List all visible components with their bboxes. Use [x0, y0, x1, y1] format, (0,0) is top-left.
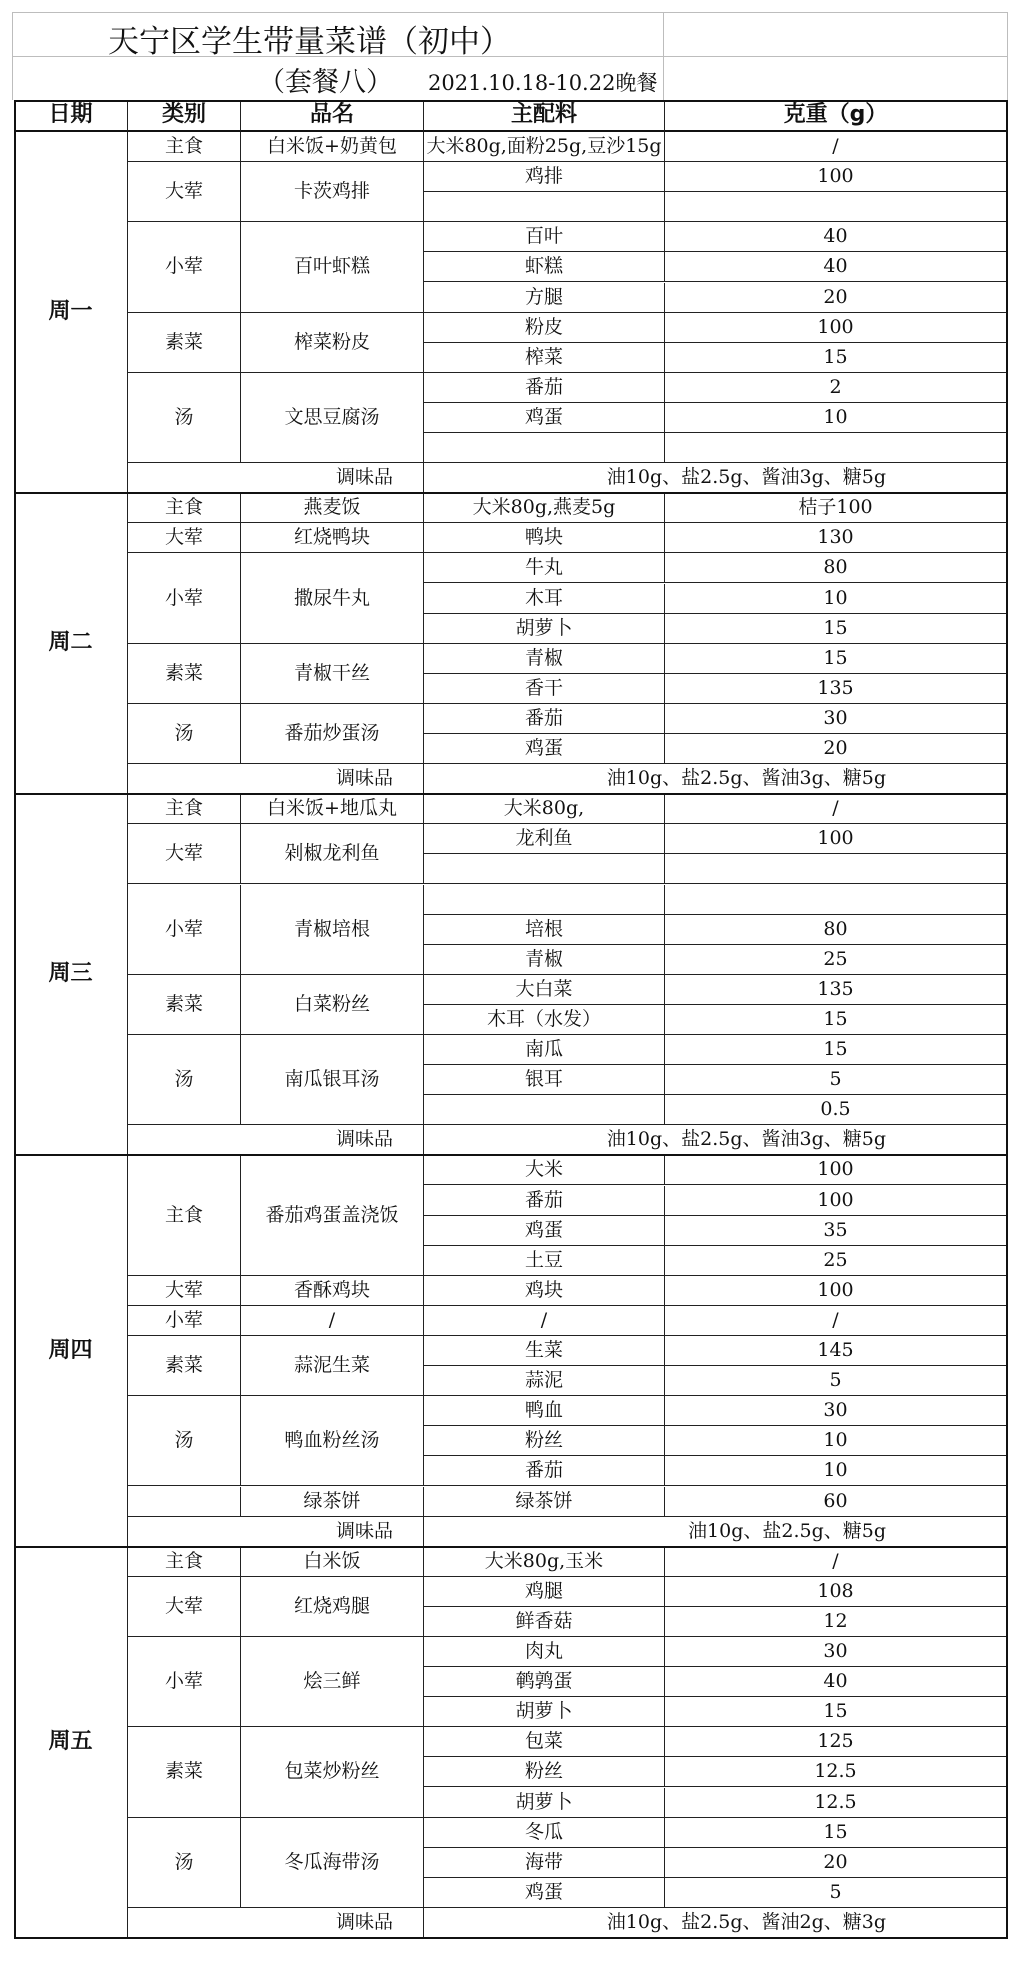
day-label: 周二	[14, 493, 128, 794]
ingredient-cell: 生菜	[424, 1336, 665, 1366]
ingredient-cell: 番茄	[424, 704, 665, 734]
dish-name-cell: 番茄鸡蛋盖浇饭	[241, 1155, 424, 1275]
weight-cell: 15	[665, 1697, 1007, 1727]
weight-cell: 30	[665, 1396, 1007, 1426]
weight-cell: 0.5	[665, 1095, 1007, 1125]
seasoning-value: 油10g、盐2.5g、酱油2g、糖3g	[424, 1908, 1007, 1938]
weight-cell: 10	[665, 1426, 1007, 1456]
weight-cell: 30	[665, 1637, 1007, 1667]
weight-cell: 15	[665, 1035, 1007, 1065]
weight-cell: /	[665, 1547, 1007, 1577]
ingredient-cell: 木耳	[424, 584, 665, 614]
seasoning-label: 调味品	[128, 1908, 424, 1938]
weight-cell: 60	[665, 1487, 1007, 1517]
category-cell: 小荤	[128, 222, 241, 312]
weight-cell: 100	[665, 162, 1007, 192]
weight-cell	[665, 885, 1007, 915]
ingredient-cell: 鹌鹑蛋	[424, 1667, 665, 1697]
ingredient-cell: 香干	[424, 674, 665, 704]
category-cell: 汤	[128, 1396, 241, 1486]
ingredient-cell: 大白菜	[424, 975, 665, 1005]
header-category: 类别	[128, 100, 241, 132]
dish-name-cell: 包菜炒粉丝	[241, 1727, 424, 1817]
dish-name-cell: 红烧鸡腿	[241, 1577, 424, 1637]
weight-cell: 40	[665, 1667, 1007, 1697]
day-label: 周三	[14, 794, 128, 1155]
ingredient-cell: 鸡块	[424, 1276, 665, 1306]
dish-name-cell: 百叶虾糕	[241, 222, 424, 312]
dish-name-cell: 香酥鸡块	[241, 1276, 424, 1306]
ingredient-cell: 粉皮	[424, 313, 665, 343]
category-cell: 小荤	[128, 1637, 241, 1727]
category-cell: 大荤	[128, 523, 241, 553]
ingredient-cell: 粉丝	[424, 1426, 665, 1456]
category-cell: 大荤	[128, 162, 241, 222]
category-cell: 小荤	[128, 1306, 241, 1336]
ingredient-cell: 南瓜	[424, 1035, 665, 1065]
ingredient-cell: 大米80g,玉米	[424, 1547, 665, 1577]
ingredient-cell: 大米	[424, 1155, 665, 1185]
ingredient-cell: 鸡排	[424, 162, 665, 192]
dish-name-cell: /	[241, 1306, 424, 1336]
day-separator	[14, 1154, 1007, 1156]
ingredient-cell: 鲜香菇	[424, 1607, 665, 1637]
ingredient-cell: 牛丸	[424, 553, 665, 583]
ingredient-cell: 鸭血	[424, 1396, 665, 1426]
header-date: 日期	[14, 100, 128, 132]
category-cell: 小荤	[128, 553, 241, 643]
category-cell: 素菜	[128, 1727, 241, 1817]
category-cell: 素菜	[128, 1336, 241, 1396]
seasoning-value: 油10g、盐2.5g、糖5g	[424, 1517, 1007, 1547]
ingredient-cell: 木耳（水发）	[424, 1005, 665, 1035]
ingredient-cell	[424, 192, 665, 222]
ingredient-cell: 粉丝	[424, 1757, 665, 1787]
weight-cell: /	[665, 794, 1007, 824]
dish-name-cell: 冬瓜海带汤	[241, 1818, 424, 1908]
weight-cell: 12	[665, 1607, 1007, 1637]
category-cell: 汤	[128, 373, 241, 463]
ingredient-cell: 胡萝卜	[424, 1788, 665, 1818]
weight-cell: 20	[665, 283, 1007, 313]
weight-cell: 100	[665, 1276, 1007, 1306]
ingredient-cell: 鸭块	[424, 523, 665, 553]
ingredient-cell: 鸡蛋	[424, 734, 665, 764]
weight-cell: 30	[665, 704, 1007, 734]
dish-name-cell: 剁椒龙利鱼	[241, 824, 424, 884]
category-cell: 汤	[128, 1035, 241, 1125]
weight-cell: 40	[665, 222, 1007, 252]
page-title: 天宁区学生带量菜谱（初中）	[108, 24, 511, 60]
weight-cell: 40	[665, 252, 1007, 282]
ingredient-cell: 蒜泥	[424, 1366, 665, 1396]
weight-cell: 108	[665, 1577, 1007, 1607]
weight-cell: 10	[665, 584, 1007, 614]
day-label: 周四	[14, 1155, 128, 1546]
weight-cell: 100	[665, 1186, 1007, 1216]
category-cell: 主食	[128, 1547, 241, 1577]
dish-name-cell: 燕麦饭	[241, 493, 424, 523]
weight-cell: 15	[665, 614, 1007, 644]
ingredient-cell: 鸡蛋	[424, 1878, 665, 1908]
dish-name-cell: 卡茨鸡排	[241, 162, 424, 222]
dish-name-cell: 烩三鲜	[241, 1637, 424, 1727]
weight-cell: /	[665, 1306, 1007, 1336]
category-cell: 小荤	[128, 885, 241, 975]
dish-name-cell: 南瓜银耳汤	[241, 1035, 424, 1125]
weight-cell	[665, 192, 1007, 222]
seasoning-value: 油10g、盐2.5g、酱油3g、糖5g	[424, 463, 1007, 493]
seasoning-label: 调味品	[128, 463, 424, 493]
weight-cell	[665, 433, 1007, 463]
weight-cell: 100	[665, 1155, 1007, 1185]
ingredient-cell: 大米80g,面粉25g,豆沙15g	[424, 132, 665, 162]
ingredient-cell: 番茄	[424, 373, 665, 403]
dish-name-cell: 白米饭+奶黄包	[241, 132, 424, 162]
day-separator	[14, 492, 1007, 494]
weight-cell: 100	[665, 824, 1007, 854]
ingredient-cell: 百叶	[424, 222, 665, 252]
weight-cell: 130	[665, 523, 1007, 553]
ingredient-cell	[424, 1095, 665, 1125]
dish-name-cell: 白米饭	[241, 1547, 424, 1577]
weight-cell: 10	[665, 403, 1007, 433]
weight-cell: 2	[665, 373, 1007, 403]
category-cell: 大荤	[128, 1577, 241, 1637]
weight-cell: 桔子100	[665, 493, 1007, 523]
weight-cell: 25	[665, 1246, 1007, 1276]
category-cell: 素菜	[128, 975, 241, 1035]
weight-cell: 35	[665, 1216, 1007, 1246]
ingredient-cell: 银耳	[424, 1065, 665, 1095]
ingredient-cell: 番茄	[424, 1186, 665, 1216]
category-cell: 素菜	[128, 313, 241, 373]
day-separator	[14, 1546, 1007, 1548]
ingredient-cell: 胡萝卜	[424, 1697, 665, 1727]
ingredient-cell	[424, 433, 665, 463]
category-cell: 主食	[128, 794, 241, 824]
weight-cell: 145	[665, 1336, 1007, 1366]
dish-name-cell: 撒尿牛丸	[241, 553, 424, 643]
dish-name-cell: 白米饭+地瓜丸	[241, 794, 424, 824]
weight-cell: 15	[665, 644, 1007, 674]
weight-cell: 80	[665, 915, 1007, 945]
ingredient-cell: 鸡腿	[424, 1577, 665, 1607]
day-label: 周一	[14, 132, 128, 493]
header-weight: 克重（g）	[665, 100, 1007, 132]
category-cell: 主食	[128, 1155, 241, 1275]
seasoning-label: 调味品	[128, 1517, 424, 1547]
day-label: 周五	[14, 1547, 128, 1938]
dish-name-cell: 蒜泥生菜	[241, 1336, 424, 1396]
ingredient-cell: 肉丸	[424, 1637, 665, 1667]
weight-cell: 15	[665, 1818, 1007, 1848]
dish-name-cell: 红烧鸭块	[241, 523, 424, 553]
ingredient-cell: 虾糕	[424, 252, 665, 282]
category-cell: 大荤	[128, 1276, 241, 1306]
category-cell: 主食	[128, 493, 241, 523]
header-dish: 品名	[241, 100, 424, 132]
ingredient-cell: 大米80g,燕麦5g	[424, 493, 665, 523]
seasoning-label: 调味品	[128, 764, 424, 794]
day-separator	[14, 793, 1007, 795]
ingredient-cell: 番茄	[424, 1456, 665, 1486]
dish-name-cell: 榨菜粉皮	[241, 313, 424, 373]
ingredient-cell: 鸡蛋	[424, 1216, 665, 1246]
category-cell: 大荤	[128, 824, 241, 884]
weight-cell: 15	[665, 343, 1007, 373]
dish-name-cell: 青椒干丝	[241, 644, 424, 704]
ingredient-cell: 方腿	[424, 283, 665, 313]
ingredient-cell	[424, 885, 665, 915]
dish-name-cell: 白菜粉丝	[241, 975, 424, 1035]
weight-cell: /	[665, 132, 1007, 162]
ingredient-cell	[424, 854, 665, 884]
weight-cell: 12.5	[665, 1788, 1007, 1818]
ingredient-cell: 绿茶饼	[424, 1487, 665, 1517]
weight-cell: 5	[665, 1065, 1007, 1095]
dish-name-cell: 鸭血粉丝汤	[241, 1396, 424, 1486]
date-range: 2021.10.18-10.22晚餐	[428, 71, 658, 95]
weight-cell: 10	[665, 1456, 1007, 1486]
category-cell: 汤	[128, 1818, 241, 1908]
weight-cell: 135	[665, 674, 1007, 704]
seasoning-value: 油10g、盐2.5g、酱油3g、糖5g	[424, 764, 1007, 794]
weight-cell: 5	[665, 1366, 1007, 1396]
weight-cell: 12.5	[665, 1757, 1007, 1787]
seasoning-value: 油10g、盐2.5g、酱油3g、糖5g	[424, 1125, 1007, 1155]
weight-cell	[665, 854, 1007, 884]
category-cell	[128, 1487, 241, 1517]
ingredient-cell: 冬瓜	[424, 1818, 665, 1848]
weight-cell: 80	[665, 553, 1007, 583]
ingredient-cell: /	[424, 1306, 665, 1336]
category-cell: 素菜	[128, 644, 241, 704]
ingredient-cell: 海带	[424, 1848, 665, 1878]
weight-cell: 135	[665, 975, 1007, 1005]
ingredient-cell: 土豆	[424, 1246, 665, 1276]
ingredient-cell: 培根	[424, 915, 665, 945]
page-subtitle: （套餐八）	[258, 67, 393, 98]
seasoning-label: 调味品	[128, 1125, 424, 1155]
weight-cell: 20	[665, 1848, 1007, 1878]
weight-cell: 15	[665, 1005, 1007, 1035]
weight-cell: 5	[665, 1878, 1007, 1908]
ingredient-cell: 大米80g,	[424, 794, 665, 824]
ingredient-cell: 鸡蛋	[424, 403, 665, 433]
header-ingredient: 主配料	[424, 100, 665, 132]
ingredient-cell: 胡萝卜	[424, 614, 665, 644]
weight-cell: 20	[665, 734, 1007, 764]
ingredient-cell: 包菜	[424, 1727, 665, 1757]
ingredient-cell: 榨菜	[424, 343, 665, 373]
category-cell: 主食	[128, 132, 241, 162]
weight-cell: 100	[665, 313, 1007, 343]
ingredient-cell: 青椒	[424, 644, 665, 674]
ingredient-cell: 青椒	[424, 945, 665, 975]
category-cell: 汤	[128, 704, 241, 764]
dish-name-cell: 番茄炒蛋汤	[241, 704, 424, 764]
dish-name-cell: 青椒培根	[241, 885, 424, 975]
ingredient-cell: 龙利鱼	[424, 824, 665, 854]
weight-cell: 125	[665, 1727, 1007, 1757]
dish-name-cell: 绿茶饼	[241, 1487, 424, 1517]
weight-cell: 25	[665, 945, 1007, 975]
dish-name-cell: 文思豆腐汤	[241, 373, 424, 463]
